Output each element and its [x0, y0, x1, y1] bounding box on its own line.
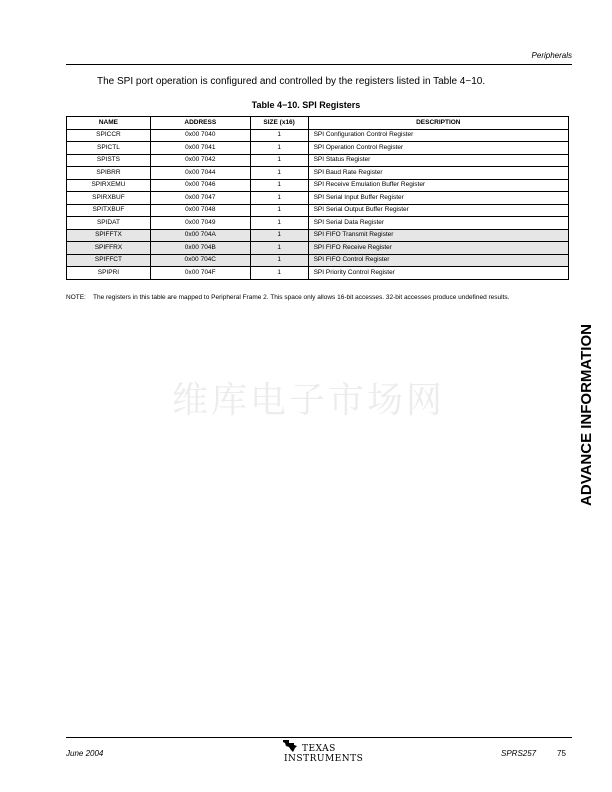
- cell-size: 1: [250, 129, 308, 142]
- table-row: [67, 192, 569, 205]
- table-row: [67, 154, 569, 167]
- cell-description: SPI Priority Control Register: [308, 267, 568, 280]
- logo-line-instruments: INSTRUMENTS: [284, 754, 364, 764]
- cell-description: SPI FIFO Control Register: [308, 254, 568, 267]
- cell-size: 1: [250, 204, 308, 217]
- column-header-name: NAME: [67, 117, 151, 130]
- table-note: [66, 294, 571, 303]
- note-text: The registers in this table are mapped to Peripheral Frame 2. This space only allows 16-bit accesses. 32-bit accesses produce undefined results.: [93, 294, 510, 301]
- footer-date: June 2004: [66, 749, 104, 758]
- cell-name: SPIRXBUF: [67, 192, 151, 205]
- note-label: NOTE:: [66, 294, 86, 301]
- cell-description: SPI Serial Output Buffer Register: [308, 204, 568, 217]
- cell-address: 0x00 7049: [150, 217, 250, 230]
- cell-size: 1: [250, 242, 308, 255]
- cell-size: 1: [250, 179, 308, 192]
- cell-name: SPITXBUF: [67, 204, 151, 217]
- cell-size: 1: [250, 142, 308, 155]
- cell-name: SPICCR: [67, 129, 151, 142]
- cell-name: SPICTL: [67, 142, 151, 155]
- footer-page-number: 75: [557, 749, 566, 758]
- spi-registers-table: [66, 116, 569, 280]
- footer-rule: [66, 737, 572, 738]
- cell-address: 0x00 704A: [150, 229, 250, 242]
- cell-name: SPISTS: [67, 154, 151, 167]
- table-header-row: [67, 117, 569, 130]
- cell-name: SPIDAT: [67, 217, 151, 230]
- cell-size: 1: [250, 229, 308, 242]
- cell-name: SPIFFTX: [67, 229, 151, 242]
- cell-description: SPI Baud Rate Register: [308, 167, 568, 180]
- table-row: [67, 204, 569, 217]
- column-header-description: DESCRIPTION: [308, 117, 568, 130]
- table-row: [67, 267, 569, 280]
- cell-address: 0x00 7040: [150, 129, 250, 142]
- running-header-section: Peripherals: [531, 51, 572, 60]
- cell-size: 1: [250, 267, 308, 280]
- table-row: [67, 229, 569, 242]
- cell-name: SPIRXEMU: [67, 179, 151, 192]
- cell-address: 0x00 7048: [150, 204, 250, 217]
- intro-paragraph: The SPI port operation is configured and controlled by the registers listed in Table 4−10.: [97, 76, 486, 87]
- cell-size: 1: [250, 254, 308, 267]
- table-caption: Table 4−10. SPI Registers: [251, 100, 361, 110]
- cell-size: 1: [250, 192, 308, 205]
- cell-name: SPIPRI: [67, 267, 151, 280]
- table-row: [67, 142, 569, 155]
- cell-description: SPI Serial Input Buffer Register: [308, 192, 568, 205]
- texas-instruments-logo: [282, 739, 362, 763]
- cell-name: SPIBRR: [67, 167, 151, 180]
- header-rule: [66, 64, 572, 65]
- cell-size: 1: [250, 154, 308, 167]
- cell-address: 0x00 7044: [150, 167, 250, 180]
- cell-description: SPI Status Register: [308, 154, 568, 167]
- advance-information-banner: ADVANCE INFORMATION: [578, 324, 595, 506]
- cell-description: SPI Operation Control Register: [308, 142, 568, 155]
- cell-address: 0x00 704F: [150, 267, 250, 280]
- cell-address: 0x00 7047: [150, 192, 250, 205]
- ti-state-icon: [282, 739, 298, 753]
- cell-description: SPI FIFO Receive Register: [308, 242, 568, 255]
- cell-description: SPI Configuration Control Register: [308, 129, 568, 142]
- footer-document-id: SPRS257: [501, 749, 537, 758]
- cell-address: 0x00 7046: [150, 179, 250, 192]
- cell-name: SPIFFRX: [67, 242, 151, 255]
- cell-size: 1: [250, 217, 308, 230]
- table-row: [67, 167, 569, 180]
- cell-description: SPI Receive Emulation Buffer Register: [308, 179, 568, 192]
- cell-address: 0x00 704B: [150, 242, 250, 255]
- column-header-address: ADDRESS: [150, 117, 250, 130]
- cell-description: SPI FIFO Transmit Register: [308, 229, 568, 242]
- cell-address: 0x00 7041: [150, 142, 250, 155]
- cell-address: 0x00 7042: [150, 154, 250, 167]
- column-header-size: SIZE (x16): [250, 117, 308, 130]
- cell-name: SPIFFCT: [67, 254, 151, 267]
- cell-address: 0x00 704C: [150, 254, 250, 267]
- table-row: [67, 129, 569, 142]
- logo-line-texas: TEXAS: [302, 744, 336, 754]
- watermark: 维库电子市场网: [172, 380, 446, 421]
- table-row: [67, 242, 569, 255]
- table-row: [67, 217, 569, 230]
- table-row: [67, 254, 569, 267]
- cell-description: SPI Serial Data Register: [308, 217, 568, 230]
- cell-size: 1: [250, 167, 308, 180]
- table-row: [67, 179, 569, 192]
